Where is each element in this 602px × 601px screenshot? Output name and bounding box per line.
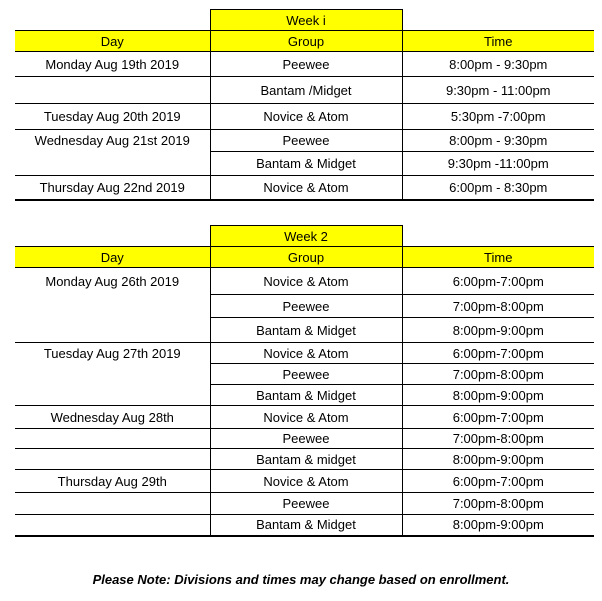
time-cell: 8:00pm-9:00pm <box>402 515 594 536</box>
time-cell: 6:00pm-7:00pm <box>402 268 594 295</box>
time-cell: 6:00pm-7:00pm <box>402 343 594 364</box>
day-cell: Tuesday Aug 27th 2019 <box>43 345 181 361</box>
time-cell: 7:00pm-8:00pm <box>402 429 594 449</box>
group-column-header: Group <box>210 31 402 52</box>
time-cell: 8:00pm - 9:30pm <box>402 130 594 152</box>
group-cell: Peewee <box>210 130 402 152</box>
table-row <box>15 429 594 449</box>
time-cell: 5:30pm -7:00pm <box>402 104 594 130</box>
day-cell <box>15 449 210 470</box>
group-cell: Novice & Atom <box>210 470 402 493</box>
table-row <box>15 449 594 470</box>
day-cell: Thursday Aug 22nd 2019 <box>15 176 210 200</box>
table-row <box>15 493 594 515</box>
day-cell: Monday Aug 26th 2019 <box>45 273 180 289</box>
day-cell: Monday Aug 19th 2019 <box>15 52 210 77</box>
group-cell: Bantam /Midget <box>210 77 402 104</box>
group-cell: Novice & Atom <box>210 343 402 364</box>
group-cell: Bantam & Midget <box>210 385 402 406</box>
day-cell <box>15 77 210 104</box>
time-cell: 7:00pm-8:00pm <box>402 493 594 515</box>
table-row <box>15 268 594 295</box>
week-2-schedule-table <box>15 225 594 537</box>
group-cell: Peewee <box>210 429 402 449</box>
day-cell <box>15 515 210 536</box>
day-column-header: Day <box>15 31 210 52</box>
enrollment-note: Please Note: Divisions and times may change based on enrollment. <box>92 572 510 587</box>
table-row <box>15 130 594 152</box>
group-cell: Peewee <box>210 493 402 515</box>
group-cell: Peewee <box>210 295 402 318</box>
day-cell <box>15 364 210 385</box>
group-cell: Bantam & midget <box>210 449 402 470</box>
day-cell <box>15 295 210 318</box>
group-column-header: Group <box>210 247 402 268</box>
table-row <box>15 52 594 77</box>
day-cell <box>15 318 210 343</box>
time-cell: 8:00pm - 9:30pm <box>402 52 594 77</box>
week-1-schedule-table <box>15 9 594 201</box>
time-cell: 7:00pm-8:00pm <box>402 364 594 385</box>
group-cell: Novice & Atom <box>210 176 402 200</box>
day-cell <box>15 493 210 515</box>
group-cell: Novice & Atom <box>210 268 402 295</box>
time-cell: 6:00pm-7:00pm <box>402 406 594 429</box>
time-cell: 8:00pm-9:00pm <box>402 449 594 470</box>
day-cell <box>15 152 210 176</box>
day-cell: Tuesday Aug 20th 2019 <box>15 104 210 130</box>
time-cell: 8:00pm-9:00pm <box>402 385 594 406</box>
day-cell: Wednesday Aug 28th <box>15 406 210 429</box>
table-row <box>15 385 594 406</box>
week-2-title: Week 2 <box>210 226 402 247</box>
group-cell: Bantam & Midget <box>210 515 402 536</box>
group-cell: Novice & Atom <box>210 104 402 130</box>
time-column-header: Time <box>402 247 594 268</box>
day-cell: Wednesday Aug 21st 2019 <box>34 133 190 149</box>
time-cell: 9:30pm - 11:00pm <box>402 77 594 104</box>
table-row <box>15 176 594 200</box>
table-row <box>15 364 594 385</box>
table-row <box>15 470 594 493</box>
table-row <box>15 343 594 364</box>
group-cell: Peewee <box>210 364 402 385</box>
time-cell: 6:00pm-7:00pm <box>402 470 594 493</box>
day-cell <box>15 385 210 406</box>
table-row <box>15 515 594 536</box>
group-cell: Bantam & Midget <box>210 152 402 176</box>
table-row <box>15 104 594 130</box>
week-1-title: Week i <box>210 10 402 31</box>
table-row <box>15 77 594 104</box>
day-column-header: Day <box>15 247 210 268</box>
table-row <box>15 295 594 318</box>
day-cell: Thursday Aug 29th <box>15 470 210 493</box>
table-row <box>15 406 594 429</box>
group-cell: Bantam & Midget <box>210 318 402 343</box>
time-cell: 6:00pm - 8:30pm <box>402 176 594 200</box>
time-cell: 7:00pm-8:00pm <box>402 295 594 318</box>
time-column-header: Time <box>402 31 594 52</box>
time-cell: 8:00pm-9:00pm <box>402 318 594 343</box>
group-cell: Novice & Atom <box>210 406 402 429</box>
table-row <box>15 152 594 176</box>
group-cell: Peewee <box>210 52 402 77</box>
table-row <box>15 318 594 343</box>
time-cell: 9:30pm -11:00pm <box>402 152 594 176</box>
day-cell <box>15 429 210 449</box>
